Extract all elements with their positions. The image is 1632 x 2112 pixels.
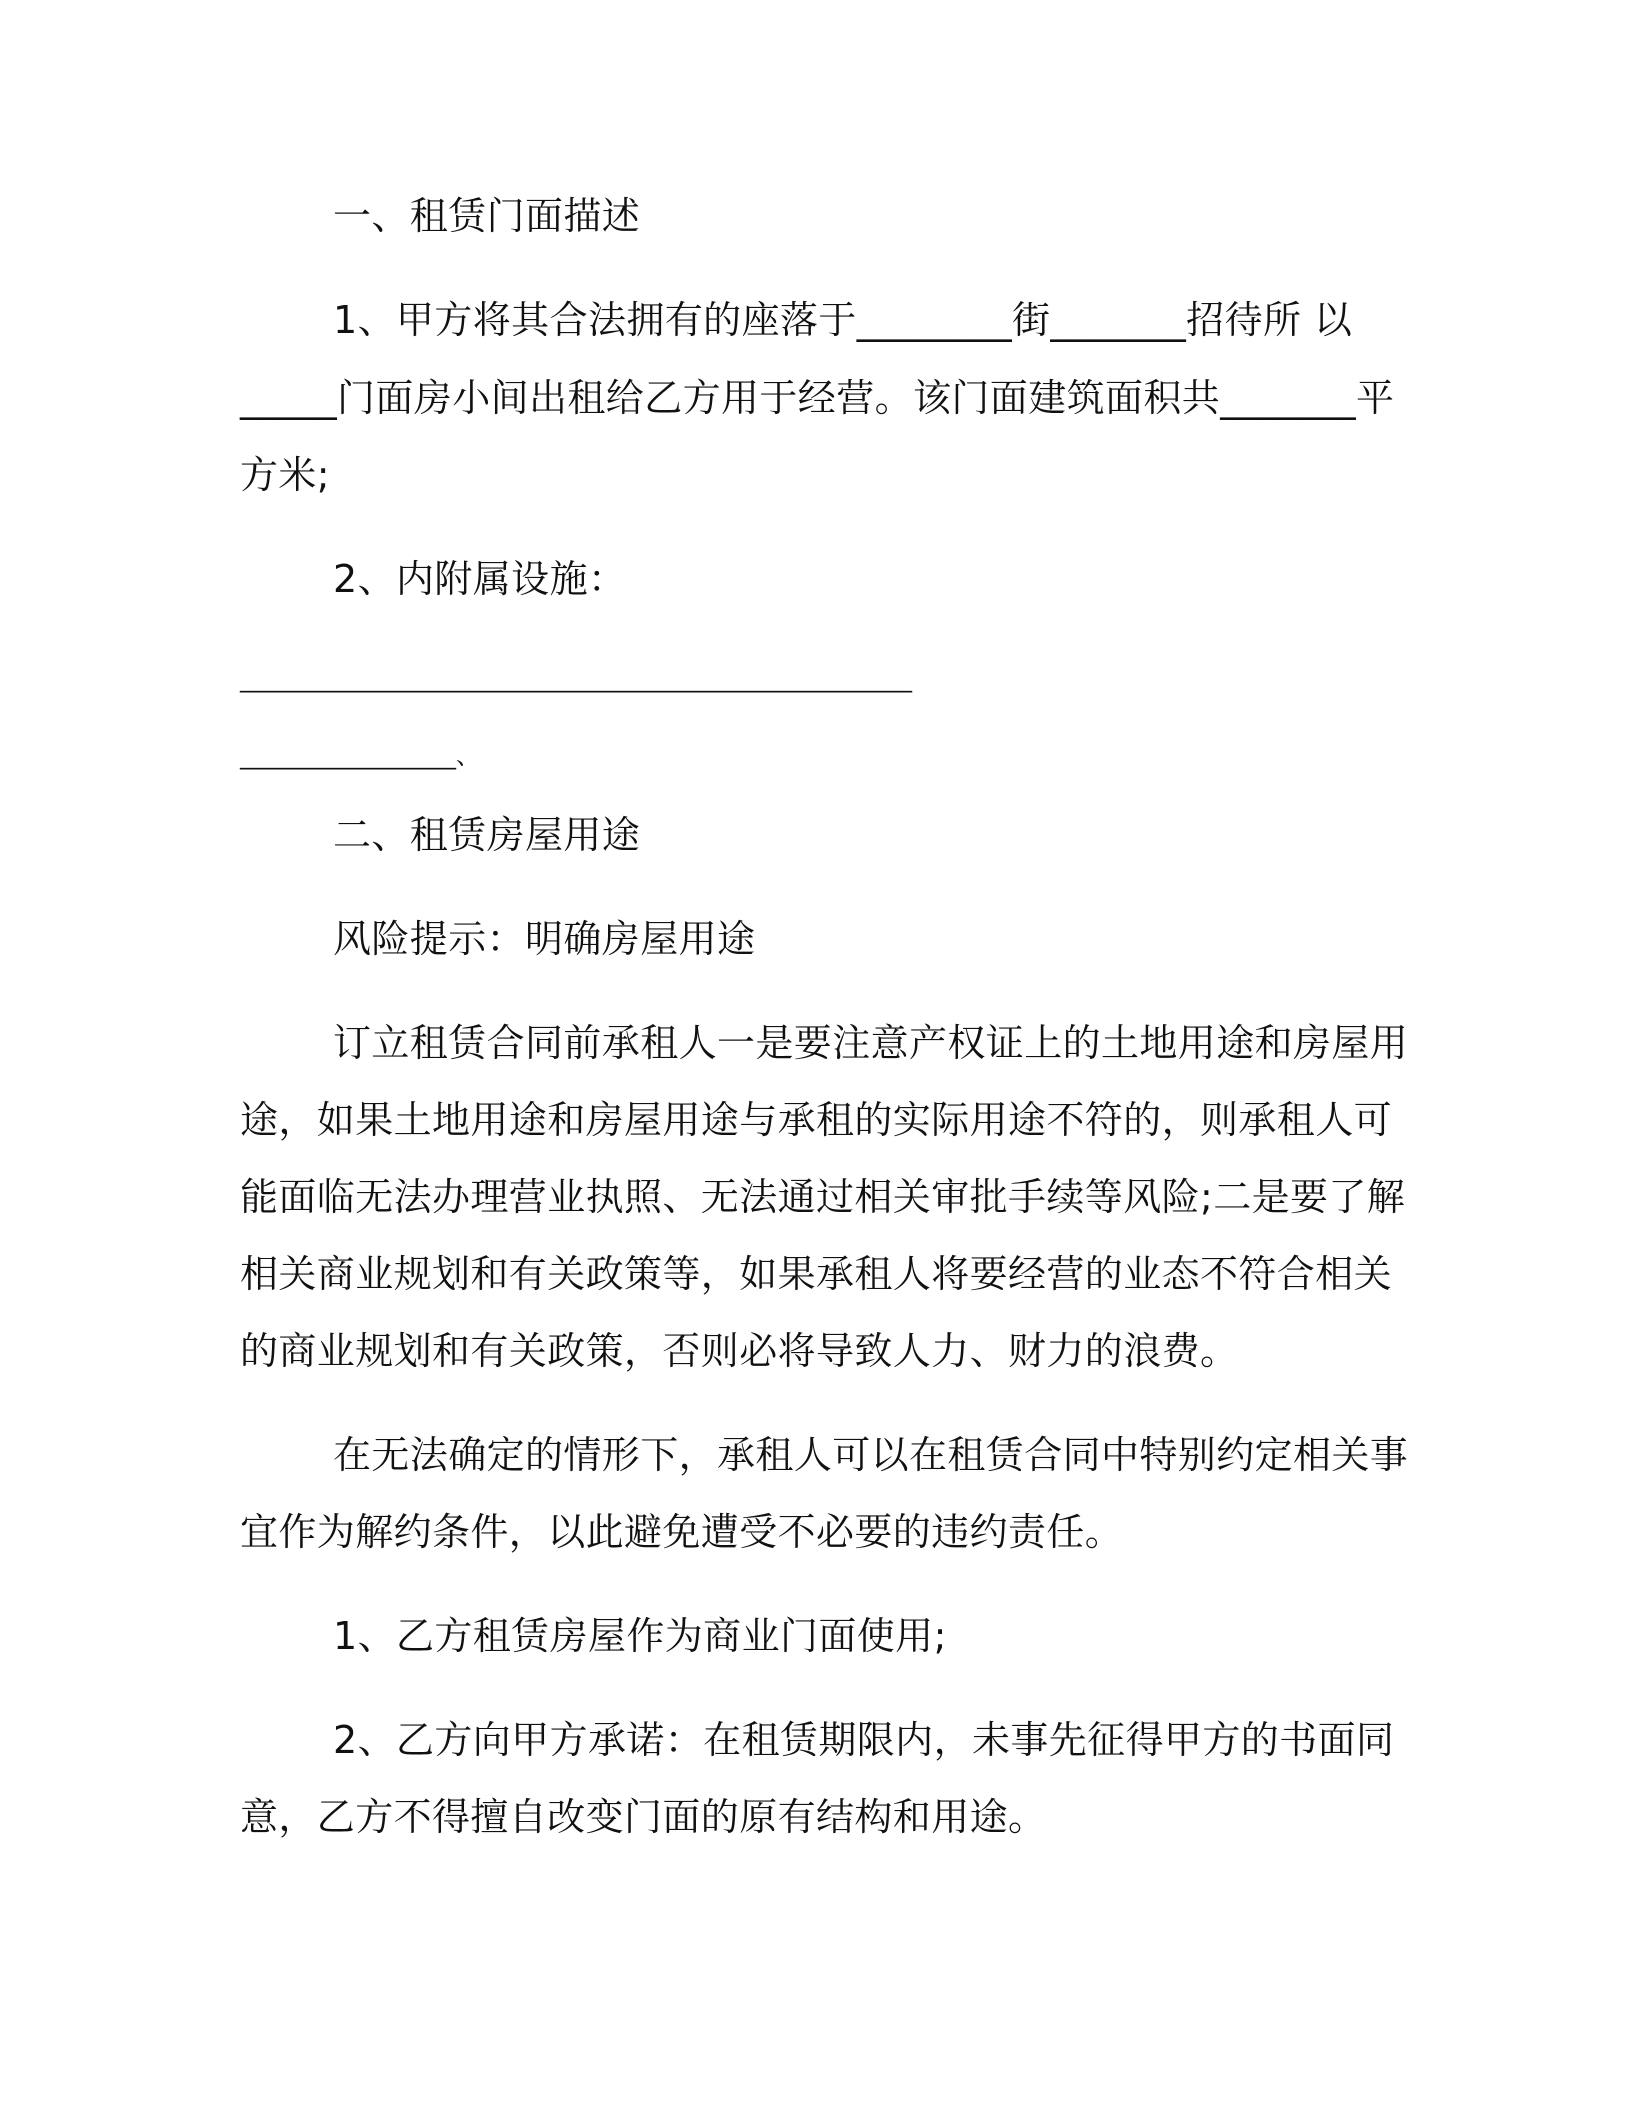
paragraph-line: 2、乙方向甲方承诺：在租赁期限内，未事先征得甲方的书面同 [333, 1718, 1395, 1762]
paragraph-line: 在无法确定的情形下，承租人可以在租赁合同中特别约定相关事 [333, 1433, 1409, 1477]
paragraph-line: 途，如果土地用途和房屋用途与承租的实际用途不符的，则承租人可 [240, 1098, 1393, 1142]
paragraph-line: 方米; [240, 453, 331, 497]
paragraph-line: 相关商业规划和有关政策等，如果承租人将要经营的业态不符合相关 [240, 1252, 1393, 1296]
blank-fill-line: ________________________________________________________ [240, 665, 912, 693]
paragraph-line: 订立租赁合同前承租人一是要注意产权证上的土地用途和房屋用 [333, 1021, 1409, 1065]
paragraph-line: 能面临无法办理营业执照、无法通过相关审批手续等风险;二是要了解 [240, 1175, 1406, 1219]
section-heading-1: 一、租赁门面描述 [333, 194, 641, 238]
section-heading-2: 二、租赁房屋用途 [333, 813, 641, 857]
paragraph-line: 1、甲方将其合法拥有的座落于________街_______招待所 以 [333, 298, 1353, 342]
blank-fill-line: __________________、 [240, 742, 480, 770]
paragraph-line: 1、乙方租赁房屋作为商业门面使用; [333, 1614, 947, 1658]
paragraph-line: 意，乙方不得擅自改变门面的原有结构和用途。 [240, 1795, 1047, 1839]
paragraph-line: _____门面房小间出租给乙方用于经营。该门面建筑面积共_______平 [240, 376, 1395, 420]
paragraph-line: 宜作为解约条件，以此避免遭受不必要的违约责任。 [240, 1510, 1124, 1554]
paragraph-line: 的商业规划和有关政策，否则必将导致人力、财力的浪费。 [240, 1329, 1239, 1373]
risk-note-heading: 风险提示：明确房屋用途 [333, 917, 756, 961]
paragraph-line: 2、内附属设施： [333, 557, 627, 601]
